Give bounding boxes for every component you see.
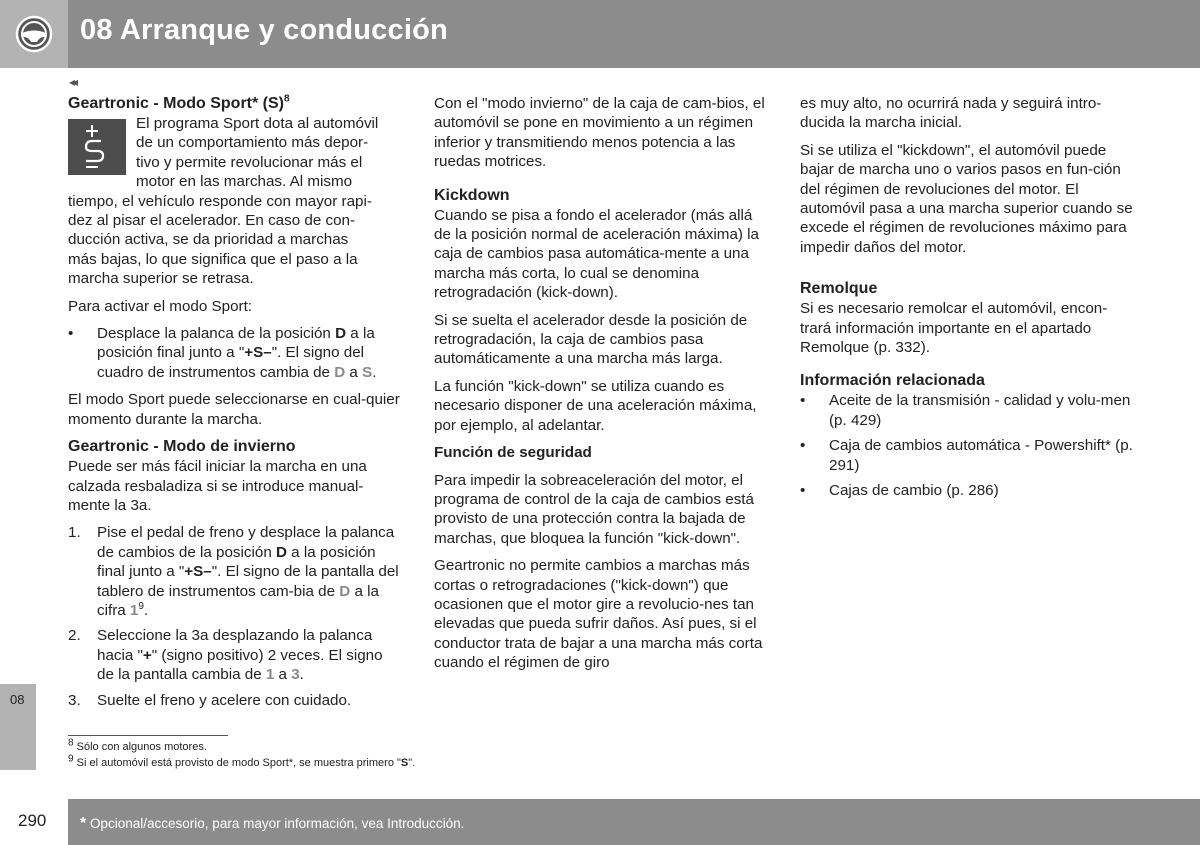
chapter-icon-box (0, 0, 68, 68)
winter-mode-heading: Geartronic - Modo de invierno (68, 438, 296, 456)
footnote-9: $^9$ Si el automóvil está provisto de modo Sport*, se muestra primero "S". (68, 752, 416, 769)
sport-mode-heading: Geartronic - Modo Sport* $(S)^8$ (68, 93, 290, 112)
column-3 (800, 94, 1136, 509)
safety-function-heading: Función de seguridad (434, 444, 592, 462)
related-info-heading: Información relacionada (800, 372, 985, 390)
related-link-powershift[interactable]: • Caja de cambios automática - Powershift* (p. 291) (800, 437, 1133, 474)
footnote-ref-9[interactable]: 9 (138, 600, 144, 612)
kickdown-text-1: Cuando se pisa a fondo el acelerador (más allá de la posición normal de aceleración máxima) la caja de cambios pasa automática-mente a una marcha más corta, lo cual se denomina retrogradación (kick-down). (434, 206, 760, 302)
footer-note: * Opcional/accesorio, para mayor información, vea Introducción. (80, 815, 465, 832)
footnote-ref-8[interactable]: 8 (284, 93, 290, 105)
kickdown-heading: Kickdown (434, 186, 510, 204)
page-number: 290 (18, 811, 47, 830)
winter-mode-intro: Puede ser más fácil iniciar la marcha en una calzada resbaladiza si se introduce manual-mente la 3a. (68, 458, 367, 514)
chapter-side-tab[interactable] (0, 684, 36, 770)
sport-mode-icon (68, 119, 126, 175)
sport-anytime-text: El modo Sport puede seleccionarse en cual-quier momento durante la marcha. (68, 391, 400, 428)
kickdown-text-2: Si se suelta el acelerador desde la posición de retrogradación, la caja de cambios pasa automáticamente a una marcha más larga. (434, 311, 748, 368)
safety-text-3: Si se utiliza el "kickdown", el automóvil puede bajar de marcha uno o varios pasos en fun-ción del régimen de revoluciones del motor. El automóvil pasa a una marcha superior cuando se excede el régimen de revoluciones máximo para impedir daños del motor. (800, 141, 1133, 256)
previous-page-icon[interactable]: ◂◂ (69, 75, 76, 89)
column-2 (434, 94, 770, 681)
steering-wheel-icon (14, 14, 54, 54)
towing-heading: Remolque (800, 280, 878, 298)
related-info-list (800, 391, 1136, 500)
list-item: 3. Suelte el freno y acelere con cuidado. (68, 691, 352, 709)
safety-text-2: Geartronic no permite cambios a marchas más cortas o retrogradaciones ("kick-down") que ocasionen que el motor gire a revolucio-nes tan elevadas que pueda sufrir daños. Así pues, si el conductor trata de bajar a una marcha más corta cuando el régimen de giro (434, 557, 763, 672)
page-footer (68, 799, 1200, 845)
sport-mode-description: El programa Sport dota al automóvil de un comportamiento más depor- tivo y permite revolucionar más el motor en las marchas. Al mismo tiempo, el vehículo responde con mayor rapi- dez al pisar el acelerador. En caso de con- ducción activa, se da prioridad a marchas más bajas, lo que significa que el paso a la marcha superior se retrasa. (68, 115, 379, 288)
column-1 (68, 94, 400, 718)
kickdown-text-3: La función "kick-down" se utiliza cuando es necesario disponer de una aceleración máxima, por ejemplo, al adelantar. (434, 377, 757, 434)
footnotes (68, 737, 416, 771)
related-link-transmission-oil[interactable]: • Aceite de la transmisión - calidad y volu-men (p. 429) (800, 392, 1131, 429)
footnote-8: $^8$ Sólo con algunos motores. (68, 737, 207, 753)
winter-mode-effect: Con el "modo invierno" de la caja de cam-bios, el automóvil se pone en movimiento a un régimen inferior y transmitiendo menos potencia a las ruedas motrices. (434, 95, 765, 171)
winter-steps-list (68, 523, 400, 710)
list-item: 2. Seleccione la 3a desplazando la palanca hacia "+" (signo positivo) 2 veces. El signo de la pantalla cambia de 1 a 3. (68, 627, 383, 684)
list-item: 1. Pise el pedal de freno y desplace la palanca de cambios de la posición D a la posición final junto a "+S–". El signo de la pantalla del tablero de instrumentos cam-bia de D a la cifra $1^9$. (68, 524, 399, 619)
footnote-divider (68, 735, 228, 736)
list-item: • Desplace la palanca de la posición D a la posición final junto a "+S–". El signo del cuadro de instrumentos cambia de D a S. (68, 325, 377, 381)
safety-text-2-continued: es muy alto, no ocurrirá nada y seguirá intro-ducida la marcha inicial. (800, 95, 1102, 132)
page-header (0, 0, 1200, 68)
towing-text: Si es necesario remolcar el automóvil, encon-trará información importante en el apartado Remolque (p. 332). (800, 300, 1108, 357)
safety-text-1: Para impedir la sobreaceleración del motor, el programa de control de la caja de cambios está provisto de una protección contra la bajada de marchas, que bloquea la función "kick-down". (434, 471, 754, 547)
sport-activate-intro: Para activar el modo Sport: (68, 297, 253, 315)
chapter-tab-label: 08 (10, 692, 25, 707)
chapter-title: 08 Arranque y conducción (80, 14, 448, 46)
sport-activate-list (68, 324, 400, 382)
related-link-gearboxes[interactable]: • Cajas de cambio (p. 286) (800, 482, 999, 500)
